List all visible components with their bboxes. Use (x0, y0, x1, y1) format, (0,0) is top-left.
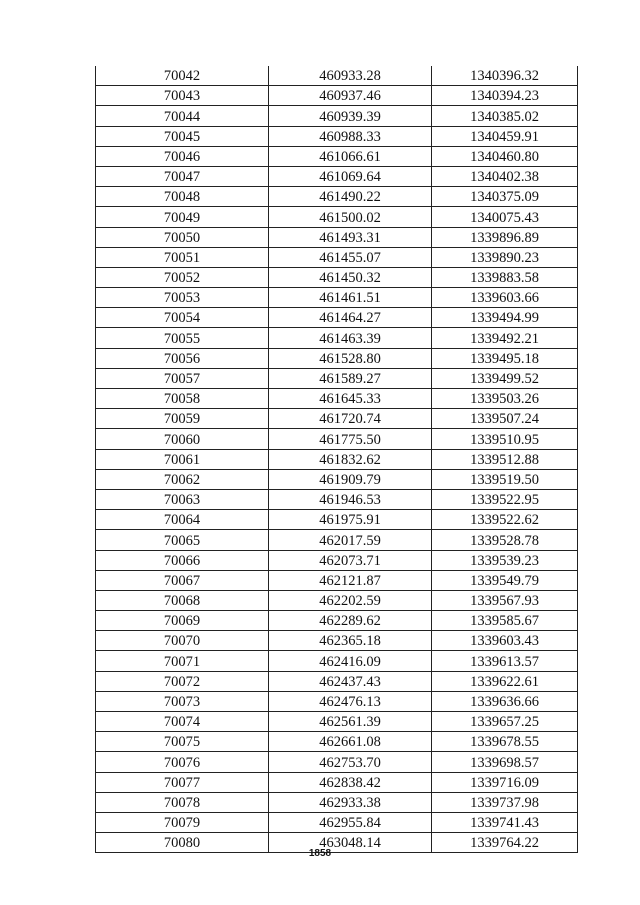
table-row (96, 267, 578, 287)
table-row (96, 348, 578, 368)
point-id-cell: 70048 (96, 187, 269, 207)
x-coordinate-cell: 461461.51 (269, 288, 432, 308)
y-coordinate-cell: 1339492.21 (432, 328, 578, 348)
y-coordinate-cell: 1340396.32 (432, 66, 578, 86)
point-id-cell: 70079 (96, 812, 269, 832)
y-coordinate-cell: 1339622.61 (432, 671, 578, 691)
x-coordinate-cell: 463048.14 (269, 833, 432, 853)
x-coordinate-cell: 461069.64 (269, 166, 432, 186)
point-id-cell: 70053 (96, 288, 269, 308)
y-coordinate-cell: 1339495.18 (432, 348, 578, 368)
table-row (96, 752, 578, 772)
point-id-cell: 70049 (96, 207, 269, 227)
point-id-cell: 70045 (96, 126, 269, 146)
x-coordinate-cell: 460988.33 (269, 126, 432, 146)
x-coordinate-cell: 461975.91 (269, 510, 432, 530)
y-coordinate-cell: 1340385.02 (432, 106, 578, 126)
x-coordinate-cell: 461455.07 (269, 247, 432, 267)
point-id-cell: 70060 (96, 429, 269, 449)
y-coordinate-cell: 1339567.93 (432, 590, 578, 610)
y-coordinate-cell: 1339883.58 (432, 267, 578, 287)
y-coordinate-cell: 1339549.79 (432, 570, 578, 590)
table-row (96, 651, 578, 671)
table-row (96, 792, 578, 812)
y-coordinate-cell: 1339741.43 (432, 812, 578, 832)
point-id-cell: 70073 (96, 691, 269, 711)
y-coordinate-cell: 1339512.88 (432, 449, 578, 469)
table-row (96, 166, 578, 186)
y-coordinate-cell: 1339503.26 (432, 389, 578, 409)
table-row (96, 247, 578, 267)
table-row (96, 671, 578, 691)
table-row (96, 449, 578, 469)
x-coordinate-cell: 461946.53 (269, 489, 432, 509)
table-row (96, 631, 578, 651)
table-row (96, 712, 578, 732)
y-coordinate-cell: 1340402.38 (432, 166, 578, 186)
point-id-cell: 70075 (96, 732, 269, 752)
x-coordinate-cell: 461066.61 (269, 146, 432, 166)
y-coordinate-cell: 1339603.43 (432, 631, 578, 651)
point-id-cell: 70064 (96, 510, 269, 530)
table-row (96, 469, 578, 489)
x-coordinate-cell: 462933.38 (269, 792, 432, 812)
x-coordinate-cell: 461645.33 (269, 389, 432, 409)
table-row (96, 106, 578, 126)
table-row (96, 389, 578, 409)
y-coordinate-cell: 1339528.78 (432, 530, 578, 550)
point-id-cell: 70080 (96, 833, 269, 853)
point-id-cell: 70068 (96, 590, 269, 610)
y-coordinate-cell: 1340394.23 (432, 86, 578, 106)
y-coordinate-cell: 1339698.57 (432, 752, 578, 772)
point-id-cell: 70046 (96, 146, 269, 166)
x-coordinate-cell: 461464.27 (269, 308, 432, 328)
y-coordinate-cell: 1340459.91 (432, 126, 578, 146)
table-row (96, 510, 578, 530)
y-coordinate-cell: 1339499.52 (432, 368, 578, 388)
point-id-cell: 70050 (96, 227, 269, 247)
y-coordinate-cell: 1339896.89 (432, 227, 578, 247)
x-coordinate-cell: 462365.18 (269, 631, 432, 651)
table-row (96, 570, 578, 590)
x-coordinate-cell: 460933.28 (269, 66, 432, 86)
point-id-cell: 70061 (96, 449, 269, 469)
table-row (96, 207, 578, 227)
point-id-cell: 70057 (96, 368, 269, 388)
table-row (96, 812, 578, 832)
x-coordinate-cell: 462121.87 (269, 570, 432, 590)
x-coordinate-cell: 462561.39 (269, 712, 432, 732)
point-id-cell: 70063 (96, 489, 269, 509)
y-coordinate-cell: 1340460.80 (432, 146, 578, 166)
table-row (96, 691, 578, 711)
table-row (96, 550, 578, 570)
x-coordinate-cell: 462661.08 (269, 732, 432, 752)
x-coordinate-cell: 460937.46 (269, 86, 432, 106)
point-id-cell: 70047 (96, 166, 269, 186)
point-id-cell: 70078 (96, 792, 269, 812)
x-coordinate-cell: 461450.32 (269, 267, 432, 287)
y-coordinate-cell: 1339890.23 (432, 247, 578, 267)
point-id-cell: 70070 (96, 631, 269, 651)
point-id-cell: 70058 (96, 389, 269, 409)
x-coordinate-cell: 461500.02 (269, 207, 432, 227)
table-row (96, 288, 578, 308)
point-id-cell: 70074 (96, 712, 269, 732)
point-id-cell: 70052 (96, 267, 269, 287)
point-id-cell: 70062 (96, 469, 269, 489)
point-id-cell: 70043 (96, 86, 269, 106)
y-coordinate-cell: 1339678.55 (432, 732, 578, 752)
y-coordinate-cell: 1339636.66 (432, 691, 578, 711)
x-coordinate-cell: 462202.59 (269, 590, 432, 610)
y-coordinate-cell: 1339764.22 (432, 833, 578, 853)
y-coordinate-cell: 1340375.09 (432, 187, 578, 207)
table-row (96, 732, 578, 752)
x-coordinate-cell: 461720.74 (269, 409, 432, 429)
y-coordinate-cell: 1339737.98 (432, 792, 578, 812)
y-coordinate-cell: 1339522.62 (432, 510, 578, 530)
table-row (96, 227, 578, 247)
x-coordinate-cell: 462416.09 (269, 651, 432, 671)
x-coordinate-cell: 462437.43 (269, 671, 432, 691)
table-row (96, 368, 578, 388)
point-id-cell: 70069 (96, 611, 269, 631)
point-id-cell: 70044 (96, 106, 269, 126)
point-id-cell: 70067 (96, 570, 269, 590)
table-row (96, 187, 578, 207)
y-coordinate-cell: 1339657.25 (432, 712, 578, 732)
y-coordinate-cell: 1339613.57 (432, 651, 578, 671)
table-row (96, 429, 578, 449)
x-coordinate-cell: 461493.31 (269, 227, 432, 247)
point-id-cell: 70051 (96, 247, 269, 267)
table-row (96, 772, 578, 792)
point-id-cell: 70042 (96, 66, 269, 86)
table-row (96, 146, 578, 166)
point-id-cell: 70059 (96, 409, 269, 429)
x-coordinate-cell: 462753.70 (269, 752, 432, 772)
table-row (96, 126, 578, 146)
x-coordinate-cell: 460939.39 (269, 106, 432, 126)
x-coordinate-cell: 461589.27 (269, 368, 432, 388)
x-coordinate-cell: 462955.84 (269, 812, 432, 832)
page-number: 1858 (308, 848, 332, 859)
y-coordinate-cell: 1339507.24 (432, 409, 578, 429)
y-coordinate-cell: 1340075.43 (432, 207, 578, 227)
y-coordinate-cell: 1339510.95 (432, 429, 578, 449)
coordinate-table-body (96, 66, 578, 853)
y-coordinate-cell: 1339522.95 (432, 489, 578, 509)
point-id-cell: 70066 (96, 550, 269, 570)
point-id-cell: 70065 (96, 530, 269, 550)
x-coordinate-cell: 461909.79 (269, 469, 432, 489)
point-id-cell: 70055 (96, 328, 269, 348)
y-coordinate-cell: 1339539.23 (432, 550, 578, 570)
point-id-cell: 70077 (96, 772, 269, 792)
x-coordinate-cell: 461832.62 (269, 449, 432, 469)
x-coordinate-cell: 462073.71 (269, 550, 432, 570)
point-id-cell: 70076 (96, 752, 269, 772)
coordinate-table (95, 66, 578, 853)
x-coordinate-cell: 461528.80 (269, 348, 432, 368)
table-row (96, 611, 578, 631)
y-coordinate-cell: 1339585.67 (432, 611, 578, 631)
x-coordinate-cell: 461490.22 (269, 187, 432, 207)
x-coordinate-cell: 462838.42 (269, 772, 432, 792)
x-coordinate-cell: 462289.62 (269, 611, 432, 631)
x-coordinate-cell: 462017.59 (269, 530, 432, 550)
x-coordinate-cell: 461463.39 (269, 328, 432, 348)
table-row (96, 328, 578, 348)
x-coordinate-cell: 461775.50 (269, 429, 432, 449)
y-coordinate-cell: 1339603.66 (432, 288, 578, 308)
point-id-cell: 70071 (96, 651, 269, 671)
table-row (96, 530, 578, 550)
point-id-cell: 70056 (96, 348, 269, 368)
y-coordinate-cell: 1339716.09 (432, 772, 578, 792)
point-id-cell: 70072 (96, 671, 269, 691)
table-row (96, 308, 578, 328)
table-row (96, 489, 578, 509)
point-id-cell: 70054 (96, 308, 269, 328)
y-coordinate-cell: 1339494.99 (432, 308, 578, 328)
table-row (96, 66, 578, 86)
table-row (96, 590, 578, 610)
y-coordinate-cell: 1339519.50 (432, 469, 578, 489)
table-row (96, 409, 578, 429)
table-row (96, 86, 578, 106)
x-coordinate-cell: 462476.13 (269, 691, 432, 711)
